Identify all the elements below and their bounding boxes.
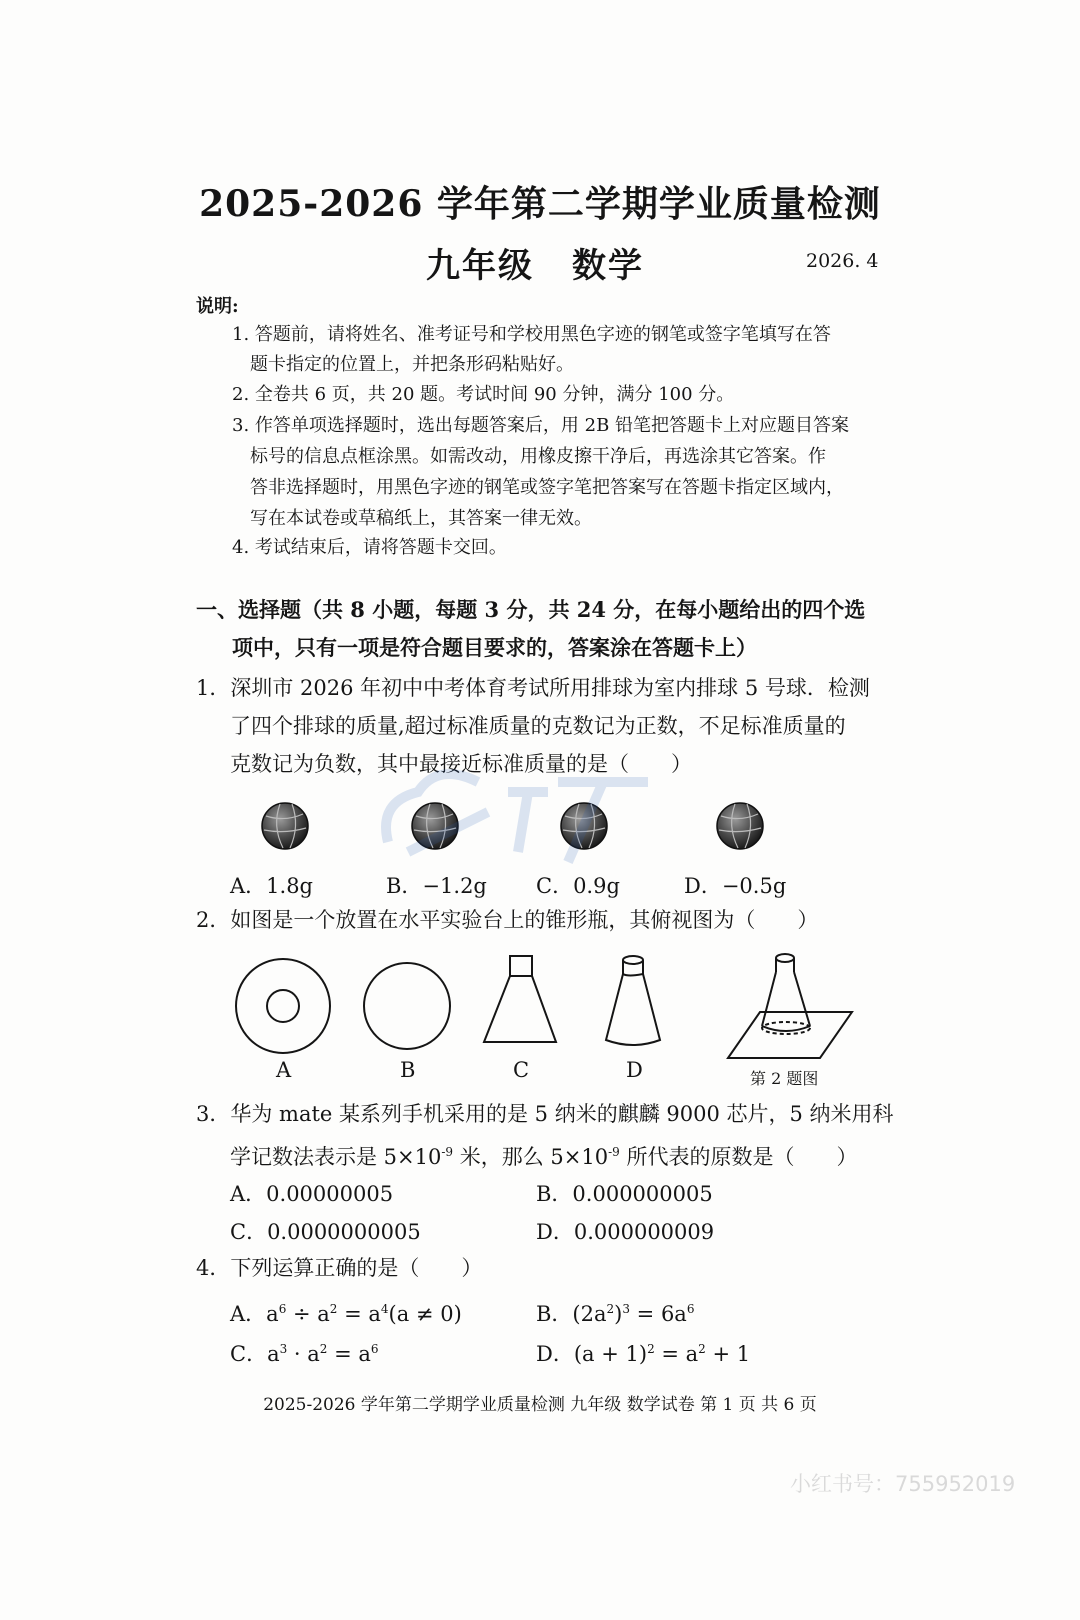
q4-line-1: 4．下列运算正确的是（ ） (196, 1256, 483, 1280)
q4-b-mid: ) (614, 1302, 623, 1326)
note-3-cont-2: 答非选择题时，用黑色字迹的钢笔或签字笔把答案写在答题卡指定区域内， (250, 477, 844, 498)
q2-label-b: B (400, 1058, 416, 1082)
note-4: 4. 考试结束后，请将答题卡交回。 (232, 537, 507, 558)
q2-figures (0, 950, 1080, 1062)
volleyball-icon-d (717, 803, 763, 849)
watermark-logo-icon (368, 752, 668, 882)
q4-c-mid: · a (287, 1342, 320, 1366)
q4-a-mid: ÷ a (286, 1302, 330, 1326)
q4-d-exp-1: 2 (647, 1342, 655, 1356)
q1-option-c: C．0.9g (536, 874, 620, 898)
erlenmeyer-flask-on-table-figure (728, 954, 852, 1058)
note-2: 2. 全卷共 6 页，共 20 题。考试时间 90 分钟，满分 100 分。 (232, 384, 735, 405)
q4-d-exp-2: 2 (698, 1342, 706, 1356)
exam-date: 2026. 4 (806, 250, 879, 272)
q4-d-pre: D．(a + 1) (536, 1342, 648, 1366)
q3-option-a: A．0.00000005 (230, 1182, 394, 1206)
q4-b-exp-2: 3 (622, 1302, 630, 1316)
q4-option-c (230, 1338, 379, 1368)
q2-line-1: 2．如图是一个放置在水平实验台上的锥形瓶，其俯视图为（ ） (196, 908, 819, 932)
q4-d-mid-2: + 1 (705, 1342, 751, 1366)
q1-option-d: D．−0.5g (684, 874, 787, 898)
q3-line-2 (230, 1134, 857, 1175)
q1-option-b: B．−1.2g (386, 874, 487, 898)
q3-line-2-part-c: 所代表的原数是（ ） (619, 1145, 858, 1169)
volleyball-icon-a (262, 803, 308, 849)
xiaohongshu-id-watermark: 小红书号：755952019 (790, 1472, 1016, 1496)
q2-label-a: A (276, 1058, 292, 1082)
option-c-figure (484, 956, 556, 1042)
q4-option-d (536, 1338, 750, 1368)
note-3: 3. 作答单项选择题时，选出每题答案后，用 2B 铅笔把答题卡上对应题目答案 (232, 415, 850, 436)
exam-title: 2025-2026 学年第二学期学业质量检测 (199, 183, 881, 225)
option-d-figure (606, 956, 660, 1045)
subject-label: 数学 (572, 246, 644, 286)
page-footer: 2025-2026 学年第二学期学业质量检测 九年级 数学试卷 第 1 页 共 6 页 (263, 1395, 817, 1415)
q4-a-post: (a ≠ 0) (388, 1302, 462, 1326)
q4-option-a (230, 1298, 462, 1328)
q4-a-pre: A．a (230, 1302, 279, 1326)
note-3-cont-3: 写在本试卷或草稿纸上，其答案一律无效。 (250, 508, 592, 529)
q4-a-exp-2: 2 (329, 1302, 338, 1316)
exam-subtitle (426, 238, 644, 287)
q4-c-pre: C．a (230, 1342, 280, 1366)
q1-line-2: 了四个排球的质量,超过标准质量的克数记为正数，不足标准质量的 (230, 714, 846, 738)
q3-line-2-part-b: 米，那么 5×10 (453, 1145, 609, 1169)
section-1-heading: 一、选择题（共 8 小题，每题 3 分，共 24 分，在每小题给出的四个选 (196, 597, 866, 622)
notes-heading: 说明: (196, 296, 239, 317)
q4-a-exp-3: 4 (380, 1302, 389, 1316)
q4-c-exp-1: 3 (279, 1342, 288, 1356)
q3-line-2-part-a: 学记数法表示是 5×10 (230, 1145, 442, 1169)
q2-label-c: C (513, 1058, 530, 1082)
note-3-cont-1: 标号的信息点框涂黑。如需改动，用橡皮擦干净后，再选涂其它答案。作 (250, 446, 826, 467)
q2-figure-caption: 第 2 题图 (750, 1069, 819, 1088)
q2-label-d: D (626, 1058, 643, 1082)
q1-line-1: 1．深圳市 2026 年初中中考体育考试所用排球为室内排球 5 号球．检测 (196, 676, 870, 700)
q3-option-c: C．0.0000000005 (230, 1220, 421, 1244)
note-1-cont: 题卡指定的位置上，并把条形码粘贴好。 (250, 354, 574, 375)
q3-exponent-1: -9 (441, 1145, 454, 1159)
q4-b-pre: B．(2a (536, 1302, 607, 1326)
option-b-figure (364, 963, 450, 1049)
q4-c-exp-3: 6 (370, 1342, 379, 1356)
q1-line-3: 克数记为负数，其中最接近标准质量的是（ ） (230, 752, 692, 776)
q4-b-mid-2: = 6a (630, 1302, 687, 1326)
q1-option-a: A．1.8g (230, 874, 314, 898)
q4-d-mid: = a (654, 1342, 699, 1366)
q4-option-b (536, 1298, 694, 1328)
q3-option-d: D．0.000000009 (536, 1220, 715, 1244)
option-a-figure (236, 959, 330, 1053)
q4-c-exp-2: 2 (319, 1342, 328, 1356)
q3-option-b: B．0.000000005 (536, 1182, 713, 1206)
grade-label: 九年级 (426, 246, 534, 286)
q4-a-mid-2: = a (337, 1302, 381, 1326)
q4-c-mid-2: = a (327, 1342, 371, 1366)
q3-line-1: 3．华为 mate 某系列手机采用的是 5 纳米的麒麟 9000 芯片，5 纳米用科 (196, 1102, 894, 1126)
note-1: 1. 答题前，请将姓名、准考证号和学校用黑色字迹的钢笔或签字笔填写在答 (232, 324, 831, 345)
q4-a-exp-1: 6 (278, 1302, 287, 1316)
q4-b-exp-1: 2 (606, 1302, 615, 1316)
section-1-heading-cont: 项中，只有一项是符合题目要求的，答案涂在答题卡上） (232, 635, 757, 660)
q4-b-exp-3: 6 (686, 1302, 695, 1316)
q3-exponent-2: -9 (608, 1145, 620, 1159)
